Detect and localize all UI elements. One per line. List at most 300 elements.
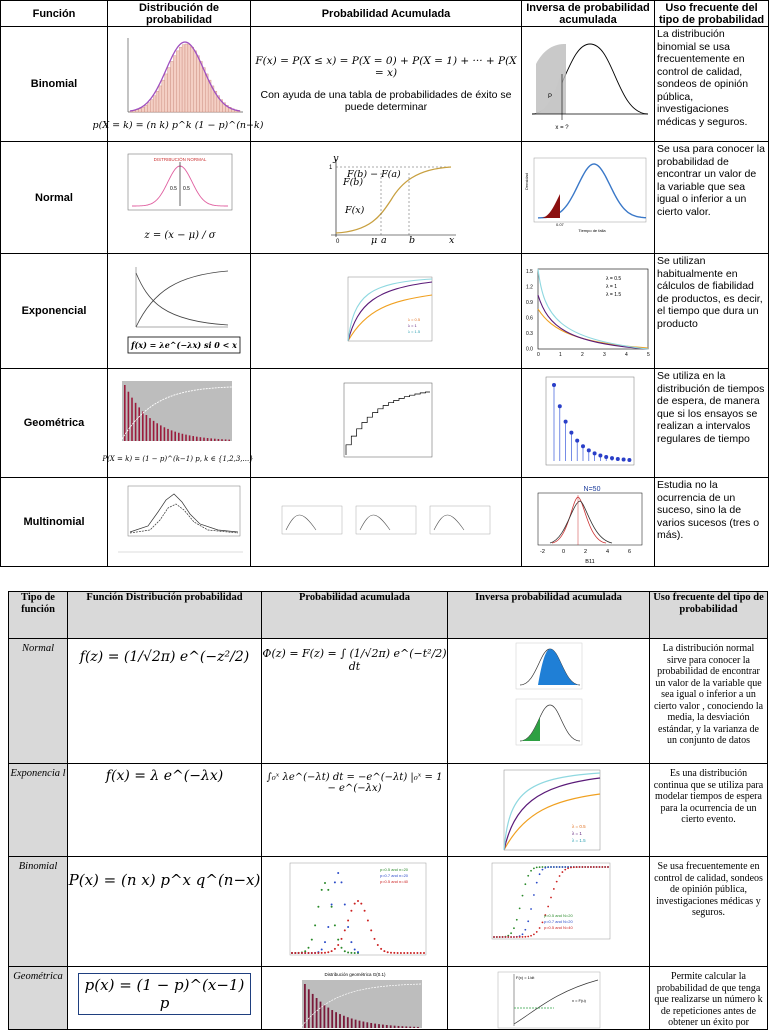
geometric-bar bbox=[149, 418, 151, 441]
table-row bbox=[1, 142, 769, 254]
cdf-point bbox=[538, 927, 540, 929]
histogram-bar bbox=[182, 45, 185, 112]
histogram-bar bbox=[191, 47, 194, 112]
histogram-bar bbox=[173, 56, 176, 112]
multinomial-cum-cell bbox=[251, 478, 522, 567]
header2-tipo: Tipo de función bbox=[9, 592, 68, 639]
t2-bin-use: Se usa frecuentemente en control de calidad, sondeos de opinión pública, investigaciones médicas y seguros. bbox=[650, 857, 768, 967]
header2-inversa: Inversa probabilidad acumulada bbox=[448, 592, 650, 639]
t2-normal-dist-formula: f(z) = (1/√2π) e^(−z²/2) bbox=[79, 649, 250, 665]
geometric-point bbox=[575, 439, 579, 443]
multinomial-inv-cell bbox=[522, 478, 655, 567]
geometric-bar bbox=[200, 437, 202, 441]
pmf-point bbox=[340, 938, 342, 940]
pmf-point bbox=[330, 950, 332, 952]
exponencial-use: Se utilizan habitualmente en cálculos de fiabilidad de productos, es decir, el tiempo que dura un producto bbox=[655, 254, 769, 369]
geometric-bar bbox=[124, 385, 126, 441]
normal-cdf-zero: 0 bbox=[336, 238, 340, 245]
exp-inv-ytick: 1.5 bbox=[526, 269, 533, 275]
cdf-point bbox=[504, 936, 506, 938]
normal-dist-title: DISTRIBUCIÓN NORMAL bbox=[153, 156, 207, 162]
cdf-point bbox=[607, 866, 609, 868]
cdf-point bbox=[598, 866, 600, 868]
exponential-dist-formula: f(x) = λe^(−λx) si 0 < x bbox=[131, 340, 237, 350]
binomial-cum-formula: F(x) = P(X ≤ x) = P(X = 0) + P(X = 1) + ··· + P(X = x) bbox=[255, 55, 517, 79]
geometric-bar bbox=[164, 427, 166, 441]
pmf-point bbox=[327, 926, 329, 928]
geometric-bar bbox=[135, 403, 137, 441]
geometric-bar bbox=[142, 411, 144, 441]
geometric-bar bbox=[304, 984, 306, 1028]
cdf-point bbox=[524, 929, 526, 931]
pmf-point bbox=[310, 952, 312, 954]
t2-geo-cum-cell bbox=[262, 967, 448, 1030]
geometric-point bbox=[622, 458, 626, 462]
geometric-bar bbox=[156, 423, 158, 441]
cdf-point bbox=[572, 866, 574, 868]
cdf-point bbox=[521, 895, 523, 897]
cdf-point bbox=[538, 866, 540, 868]
exponencial-inv-cell bbox=[522, 254, 655, 369]
exp-inv-xtick: 5 bbox=[647, 352, 650, 358]
geometric-bar bbox=[401, 1026, 403, 1028]
cdf-point bbox=[561, 866, 563, 868]
multinomial-xtick: 0 bbox=[562, 549, 566, 555]
exp-cdf-legend-3: λ = 1.5 bbox=[408, 329, 421, 334]
t2-exp-inv-cell bbox=[448, 764, 650, 857]
t2-exp-cum-formula: ∫₀ˣ λe^(−λt) dt = −e^(−λt) |₀ˣ = 1 − e^(−λx) bbox=[266, 772, 443, 794]
cdf-point bbox=[552, 888, 554, 890]
histogram-bar bbox=[159, 86, 162, 112]
geometric-bar bbox=[207, 438, 209, 441]
pmf-point bbox=[376, 944, 378, 946]
pmf-point bbox=[353, 948, 355, 950]
pmf-point bbox=[380, 948, 382, 950]
geometric-bar bbox=[343, 1016, 345, 1028]
exp-inv-ytick: 0.9 bbox=[526, 300, 533, 306]
t2-bin-inv-legend-3: p=0.5 and N=40 bbox=[543, 925, 573, 930]
header-distribucion: Distribución de probabilidad bbox=[108, 1, 251, 27]
table-row bbox=[9, 639, 768, 764]
histogram-bar bbox=[176, 51, 179, 112]
pmf-point bbox=[416, 952, 418, 954]
normal-inv-cell bbox=[522, 142, 655, 254]
histogram-bar bbox=[162, 80, 165, 112]
normal-cdf-one: 1 bbox=[329, 164, 333, 171]
pmf-point bbox=[340, 881, 342, 883]
pmf-point bbox=[353, 952, 355, 954]
pmf-point bbox=[291, 952, 293, 954]
cdf-point bbox=[570, 867, 572, 869]
table-row bbox=[1, 254, 769, 369]
t2-geo-inv-label-2: x = F(u) bbox=[571, 998, 586, 1003]
normal-dist-figure bbox=[108, 148, 249, 248]
cdf-point bbox=[587, 866, 589, 868]
pmf-point bbox=[324, 882, 326, 884]
t2-exp-legend-3: λ = 1.5 bbox=[571, 838, 586, 843]
pmf-point bbox=[409, 952, 411, 954]
cdf-point bbox=[538, 873, 540, 875]
pmf-point bbox=[370, 929, 372, 931]
row-name-binomial: Binomial bbox=[1, 27, 108, 142]
geometric-point bbox=[593, 451, 597, 455]
geometric-bar bbox=[374, 1024, 376, 1028]
cdf-point bbox=[495, 936, 497, 938]
t2-bin-dist-formula: P(x) = (n x) p^x q^(n−x) bbox=[68, 871, 261, 889]
geometric-bar bbox=[189, 435, 191, 441]
cdf-point bbox=[564, 869, 566, 871]
binomial-histogram-figure bbox=[92, 36, 264, 132]
row-name-normal: Normal bbox=[1, 142, 108, 254]
geometric-bar bbox=[385, 1025, 387, 1028]
geometric-point bbox=[569, 431, 573, 435]
exp-inv-xtick: 2 bbox=[581, 352, 584, 358]
geometric-bar bbox=[153, 421, 155, 441]
t2-normal-cum-formula: Φ(z) = F(z) = ∫ (1/√2π) e^(−t²/2) dt bbox=[262, 647, 447, 673]
pmf-point bbox=[320, 952, 322, 954]
normal-inv-xlabel: Tiempo de falla bbox=[578, 227, 606, 233]
exp-inv-legend-3: λ = 1.5 bbox=[606, 292, 622, 298]
binomial-cum-note: Con ayuda de una tabla de probabilidades de éxito se puede determinar bbox=[260, 89, 512, 113]
histogram-bar bbox=[197, 56, 200, 112]
cdf-point bbox=[555, 881, 557, 883]
exp-inv-ytick: 0.6 bbox=[526, 315, 533, 322]
exp-inv-xtick: 4 bbox=[625, 352, 628, 358]
pmf-point bbox=[350, 952, 352, 954]
table-row bbox=[1, 478, 769, 567]
cdf-point bbox=[513, 927, 515, 929]
geometric-bar bbox=[378, 1024, 380, 1028]
cdf-point bbox=[501, 936, 503, 938]
geometric-bar bbox=[228, 440, 230, 441]
pmf-point bbox=[337, 944, 339, 946]
cdf-point bbox=[544, 867, 546, 869]
geometric-bar bbox=[339, 1014, 341, 1028]
t2-exp-inverse-figure bbox=[494, 766, 604, 854]
header-uso: Uso frecuente del tipo de probabilidad bbox=[655, 1, 769, 27]
normal-cdf-tick-b: b bbox=[409, 234, 416, 246]
geometric-bar bbox=[196, 437, 198, 441]
t2-geometric-inverse-figure bbox=[494, 968, 604, 1028]
table-header-row bbox=[1, 1, 769, 27]
geometric-bar bbox=[382, 1025, 384, 1028]
geometric-dist-figure bbox=[102, 373, 254, 473]
cdf-point bbox=[558, 875, 560, 877]
cdf-point bbox=[550, 866, 552, 868]
geometric-bar bbox=[315, 998, 317, 1028]
cdf-point bbox=[595, 866, 597, 868]
cdf-point bbox=[604, 866, 606, 868]
pmf-point bbox=[304, 952, 306, 954]
geometrica-inv-cell bbox=[522, 369, 655, 478]
t2-bin-inv-legend-1: p=0.5 and N=20 bbox=[543, 913, 573, 918]
pmf-point bbox=[390, 952, 392, 954]
pmf-point bbox=[337, 939, 339, 941]
cdf-point bbox=[561, 871, 563, 873]
t2-normal-cum-cell bbox=[262, 639, 448, 764]
t2-geo-dist-formula: p(x) = (1 − p)^(x−1) p bbox=[78, 973, 251, 1015]
table-row bbox=[1, 27, 769, 142]
geometric-dist-formula: P(X = k) = (1 − p)^(k−1) p, k ∈ {1,2,3,...} bbox=[102, 455, 254, 463]
pmf-point bbox=[357, 900, 359, 902]
cdf-point bbox=[530, 935, 532, 937]
t2-bin-inv-legend-2: p=0.7 and N=20 bbox=[543, 919, 573, 924]
normal-inverse-figure bbox=[522, 148, 653, 248]
table-distribuciones-2 bbox=[8, 591, 768, 1030]
geometric-bar bbox=[327, 1008, 329, 1028]
cdf-point bbox=[535, 882, 537, 884]
cdf-point bbox=[510, 936, 512, 938]
pmf-point bbox=[350, 910, 352, 912]
geometric-point bbox=[552, 383, 556, 387]
t2-bin-dist-cell bbox=[68, 857, 262, 967]
multinomial-xtick: -2 bbox=[540, 549, 545, 555]
cdf-point bbox=[510, 932, 512, 934]
pmf-point bbox=[324, 941, 326, 943]
t2-normal-dist-cell bbox=[68, 639, 262, 764]
cdf-point bbox=[524, 936, 526, 938]
cdf-point bbox=[541, 866, 543, 868]
pmf-point bbox=[314, 952, 316, 954]
geometric-point bbox=[558, 404, 562, 408]
cdf-point bbox=[524, 883, 526, 885]
pmf-point bbox=[330, 906, 332, 908]
pmf-point bbox=[327, 889, 329, 891]
geometric-point bbox=[627, 458, 631, 462]
geometric-bar bbox=[214, 439, 216, 441]
geometric-bar bbox=[160, 425, 162, 441]
t2-bin-cum-legend-2: p=0.7 and n=20 bbox=[379, 873, 408, 878]
pmf-point bbox=[413, 952, 415, 954]
t2-exp-use: Es una distribución continua que se utiliza para modelar tiempos de espera para la ocurrencia de un cierto evento. bbox=[650, 764, 768, 857]
pmf-point bbox=[403, 952, 405, 954]
cdf-point bbox=[527, 936, 529, 938]
pmf-point bbox=[347, 919, 349, 921]
binomial-dist-formula: p(X = k) = (n k) p^k (1 − p)^(n−k) bbox=[92, 120, 264, 131]
histogram-bar bbox=[199, 61, 202, 112]
cdf-point bbox=[558, 866, 560, 868]
geometric-bar bbox=[354, 1020, 356, 1028]
geometric-bar bbox=[167, 429, 169, 441]
pmf-point bbox=[337, 872, 339, 874]
exp-cdf-legend-2: λ = 1 bbox=[408, 323, 417, 328]
pmf-point bbox=[333, 948, 335, 950]
geometric-bar bbox=[393, 1026, 395, 1028]
geometric-bar bbox=[128, 392, 130, 441]
normal-cum-cell bbox=[251, 142, 522, 254]
binomial-inv-cell bbox=[522, 27, 655, 142]
pmf-point bbox=[333, 924, 335, 926]
t2-geo-inv-cell bbox=[448, 967, 650, 1030]
normal-cdf-tick-a: a bbox=[381, 234, 387, 246]
cdf-point bbox=[535, 931, 537, 933]
pmf-point bbox=[360, 903, 362, 905]
binomial-inverse-figure bbox=[522, 34, 653, 134]
geometric-bar bbox=[146, 415, 148, 441]
pmf-point bbox=[310, 939, 312, 941]
row2-name-exponencial: Exponencia l bbox=[9, 764, 68, 857]
geometric-point bbox=[564, 420, 568, 424]
histogram-bar bbox=[171, 61, 174, 112]
table-row bbox=[1, 369, 769, 478]
geometric-bar bbox=[319, 1002, 321, 1028]
pmf-point bbox=[300, 952, 302, 954]
multinomial-inv-title: N=50 bbox=[583, 486, 601, 493]
histogram-bar bbox=[202, 68, 205, 112]
t2-binomial-cdf-figure bbox=[484, 859, 614, 947]
exp-inv-xtick: 3 bbox=[603, 352, 606, 358]
pmf-point bbox=[343, 950, 345, 952]
t2-geo-cum-title: Distribución geométrica G(0.1) bbox=[323, 972, 386, 977]
exp-inv-legend-1: λ = 0.5 bbox=[606, 276, 622, 282]
geometric-inverse-figure bbox=[538, 373, 638, 473]
geometric-bar bbox=[397, 1026, 399, 1028]
geometric-bar bbox=[182, 434, 184, 441]
cdf-point bbox=[507, 936, 509, 938]
cdf-point bbox=[578, 866, 580, 868]
pmf-point bbox=[327, 951, 329, 953]
cdf-point bbox=[564, 866, 566, 868]
multinomial-use: Estudia no la ocurrencia de un suceso, sino la de varios sucesos (tres o más). bbox=[655, 478, 769, 567]
row-name-exponencial: Exponencial bbox=[1, 254, 108, 369]
geometric-point bbox=[610, 456, 614, 460]
pmf-point bbox=[399, 952, 401, 954]
cdf-point bbox=[541, 869, 543, 871]
multinomial-inv-xlabel: B11 bbox=[585, 559, 595, 565]
cdf-point bbox=[590, 866, 592, 868]
geometric-bar bbox=[350, 1019, 352, 1028]
cdf-point bbox=[521, 936, 523, 938]
geometric-bar bbox=[185, 435, 187, 441]
t2-normal-use: La distribución normal sirve para conocer la probabilidad de encontrar un valor de la variable que sea igual o inferior a un cierto valor , conociendo la media, la desviación estándar, y la varianza de un conjunto de datos bbox=[650, 639, 768, 764]
pmf-point bbox=[294, 952, 296, 954]
pmf-point bbox=[419, 952, 421, 954]
pmf-point bbox=[314, 924, 316, 926]
geometric-bar bbox=[192, 436, 194, 441]
histogram-bar bbox=[168, 68, 171, 112]
histogram-bar bbox=[185, 44, 188, 112]
geometric-bar bbox=[131, 398, 133, 441]
cdf-point bbox=[601, 866, 603, 868]
header-acumulada: Probabilidad Acumulada bbox=[251, 1, 522, 27]
row2-name-geometrica: Geométrica bbox=[9, 967, 68, 1030]
t2-bin-cum-legend-1: p=0.5 and n=20 bbox=[379, 867, 408, 872]
header-funcion: Función bbox=[1, 1, 108, 27]
geometric-cdf-figure bbox=[336, 379, 436, 467]
t2-bin-cum-legend-3: p=0.5 and n=40 bbox=[379, 879, 408, 884]
pmf-point bbox=[386, 951, 388, 953]
histogram-bar bbox=[144, 105, 147, 112]
geometric-bar bbox=[307, 989, 309, 1028]
multinomial-xtick: 4 bbox=[606, 549, 610, 555]
exponencial-cum-cell bbox=[251, 254, 522, 369]
t2-geometric-cdf-figure bbox=[280, 968, 430, 1028]
pmf-point bbox=[324, 952, 326, 954]
cdf-point bbox=[592, 866, 594, 868]
histogram-bar bbox=[194, 51, 197, 112]
geometrica-cum-cell bbox=[251, 369, 522, 478]
cdf-point bbox=[547, 866, 549, 868]
table-row bbox=[9, 967, 768, 1030]
geometric-point bbox=[604, 455, 608, 459]
geometric-bar bbox=[405, 1026, 407, 1028]
pmf-point bbox=[353, 903, 355, 905]
cdf-point bbox=[584, 866, 586, 868]
cdf-point bbox=[575, 866, 577, 868]
multinomial-inverse-figure bbox=[522, 479, 653, 565]
geometric-bar bbox=[358, 1021, 360, 1028]
geometric-bar bbox=[171, 430, 173, 441]
histogram-bar bbox=[165, 74, 168, 112]
cdf-point bbox=[518, 907, 520, 909]
cdf-point bbox=[518, 936, 520, 938]
histogram-bar bbox=[153, 96, 156, 112]
pmf-point bbox=[347, 952, 349, 954]
pmf-point bbox=[347, 926, 349, 928]
geometric-bar bbox=[323, 1005, 325, 1028]
geometric-bar bbox=[362, 1022, 364, 1028]
histogram-bar bbox=[188, 45, 191, 112]
cdf-point bbox=[527, 875, 529, 877]
cdf-point bbox=[533, 933, 535, 935]
exp-inv-xtick: 0 bbox=[537, 352, 540, 358]
pmf-point bbox=[406, 952, 408, 954]
t2-exp-cum-cell bbox=[262, 764, 448, 857]
table-row bbox=[9, 857, 768, 967]
pmf-point bbox=[320, 889, 322, 891]
binomial-cum-cell bbox=[251, 27, 522, 142]
exp-inv-ytick: 0.3 bbox=[526, 331, 533, 337]
exponential-inverse-figure bbox=[522, 261, 653, 361]
t2-geo-inv-label-1: F(x) = 1/dt bbox=[515, 975, 534, 980]
normal-cdf-fba: F(b) − F(a) bbox=[347, 168, 401, 180]
normal-dist-formula: z = (x − μ) / σ bbox=[144, 229, 216, 241]
header2-uso: Uso frecuente del tipo de probabilidad bbox=[650, 592, 768, 639]
normal-cdf-figure bbox=[311, 152, 461, 246]
exp-inv-xtick: 1 bbox=[559, 352, 562, 358]
pmf-point bbox=[343, 903, 345, 905]
geometric-point bbox=[616, 457, 620, 461]
geometric-bar bbox=[221, 439, 223, 441]
pmf-point bbox=[373, 938, 375, 940]
cdf-point bbox=[533, 894, 535, 896]
geometric-bar bbox=[389, 1025, 391, 1028]
cdf-point bbox=[555, 866, 557, 868]
pmf-point bbox=[340, 947, 342, 949]
geometric-bar bbox=[138, 407, 140, 441]
exp-cdf-legend-1: λ = 0.5 bbox=[408, 317, 421, 322]
geometric-bar bbox=[225, 439, 227, 441]
geometric-bar bbox=[346, 1017, 348, 1028]
binomial-use: La distribución binomial se usa frecuentemente en control de calidad, sondeos de opinión pública, investigaciones médicas y seguros. bbox=[655, 27, 769, 142]
header-inversa: Inversa de probabilidad acumulada bbox=[522, 1, 655, 27]
pmf-point bbox=[366, 919, 368, 921]
multinomial-xtick: 6 bbox=[628, 549, 632, 555]
t2-exp-dist-cell bbox=[68, 764, 262, 857]
t2-binomial-pmf-figure bbox=[280, 859, 430, 963]
t2-exp-legend-2: λ = 1 bbox=[571, 831, 582, 836]
normal-cdf-tick-x: x bbox=[449, 234, 455, 246]
row-name-multinomial: Multinomial bbox=[1, 478, 108, 567]
header2-acumulada: Probabilidad acumulada bbox=[262, 592, 448, 639]
pmf-point bbox=[343, 929, 345, 931]
multinomial-xtick: 2 bbox=[584, 549, 588, 555]
multinomial-dist-cell bbox=[108, 478, 251, 567]
cdf-point bbox=[530, 908, 532, 910]
geometric-bar bbox=[366, 1022, 368, 1028]
pmf-point bbox=[307, 952, 309, 954]
normal-inv-q: 0.07 bbox=[556, 221, 564, 227]
